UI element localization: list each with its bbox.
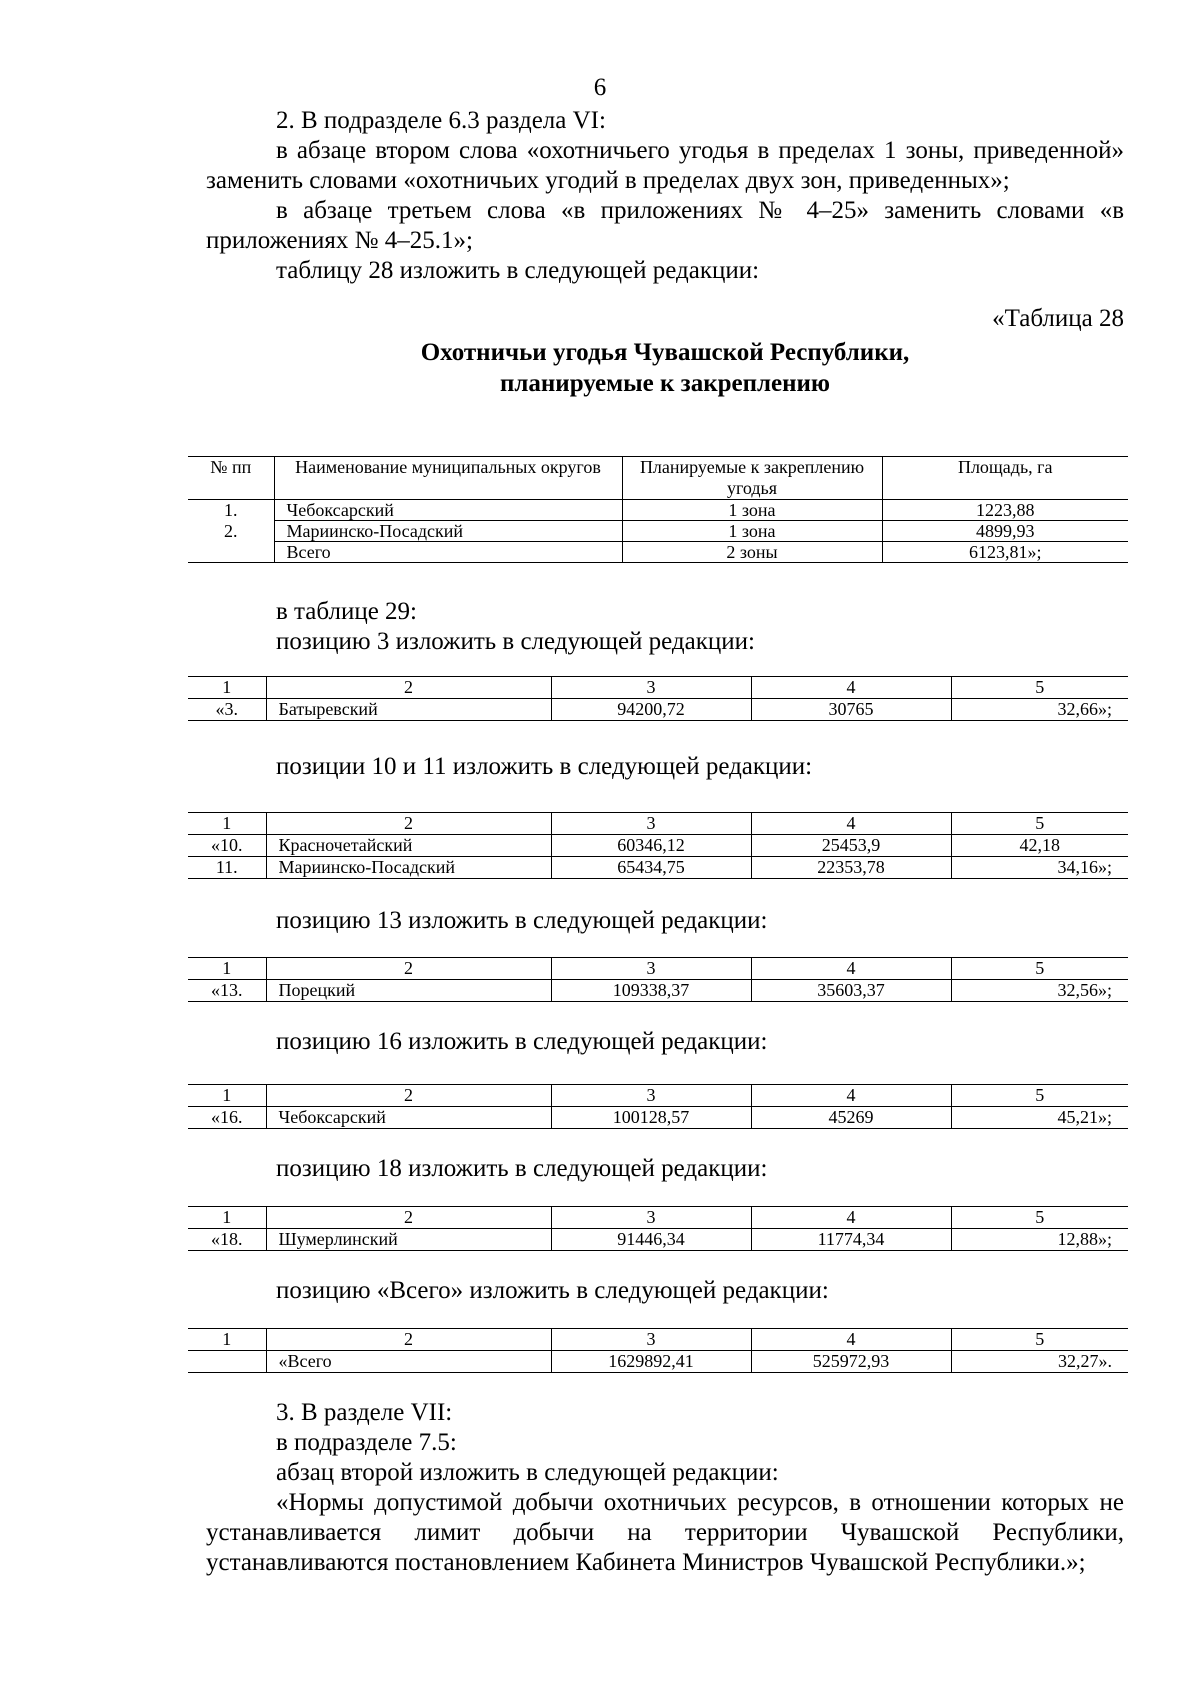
col-header-zones: Планируемые к закреплению угодья — [622, 457, 882, 500]
cell-value: 34,16»; — [951, 857, 1128, 879]
col-number: 2 — [266, 813, 551, 835]
table28-title-line1: Охотничьи угодья Чувашской Республики, — [420, 339, 910, 366]
column-numbers-row — [188, 1085, 1128, 1107]
cell-num: «18. — [188, 1229, 266, 1251]
col-number: 3 — [551, 1085, 751, 1107]
cell-name: Всего — [274, 542, 622, 563]
table-row — [188, 835, 1128, 857]
col-number: 2 — [266, 1207, 551, 1229]
cell-value: 11774,34 — [751, 1229, 951, 1251]
cell-num: «16. — [188, 1107, 266, 1129]
col-number: 2 — [266, 958, 551, 980]
cell-value: 91446,34 — [551, 1229, 751, 1251]
cell-num: 11. — [188, 857, 266, 879]
paragraph: позицию 18 изложить в следующей редакции: — [276, 1155, 768, 1182]
table-label: «Таблица 28 — [992, 305, 1124, 332]
col-number: 5 — [951, 677, 1128, 699]
cell-value: 32,56»; — [951, 980, 1128, 1002]
section29-intro-18 — [206, 1154, 1124, 1184]
column-numbers-row — [188, 813, 1128, 835]
paragraph: позицию 13 изложить в следующей редакции: — [276, 907, 768, 934]
cell-name: Мариинско-Посадский — [266, 857, 551, 879]
col-number: 3 — [551, 958, 751, 980]
col-header-district: Наименование муниципальных округов — [274, 457, 622, 500]
table29-pos10-11 — [188, 812, 1128, 879]
col-number: 5 — [951, 1207, 1128, 1229]
cell-zones: 1 зона — [622, 521, 882, 542]
cell-value: 32,66»; — [951, 699, 1128, 721]
column-numbers-row — [188, 1207, 1128, 1229]
table-row — [188, 542, 1128, 563]
table-row — [188, 500, 1128, 521]
column-numbers-row — [188, 1329, 1128, 1351]
cell-value: 35603,37 — [751, 980, 951, 1002]
paragraph: в подразделе 7.5: — [276, 1429, 457, 1456]
cell-value: 45,21»; — [951, 1107, 1128, 1129]
table-row — [188, 1107, 1128, 1129]
cell-value: 45269 — [751, 1107, 951, 1129]
paragraph: 3. В разделе VII: — [276, 1399, 453, 1426]
col-number: 3 — [551, 1207, 751, 1229]
col-number: 1 — [188, 1329, 266, 1351]
cell-area: 4899,93 — [882, 521, 1128, 542]
cell-name: Чебоксарский — [274, 500, 622, 521]
table28-title-line2: планируемые к закреплению — [499, 370, 831, 397]
col-number: 4 — [751, 1207, 951, 1229]
paragraph: позицию 16 изложить в следующей редакции: — [276, 1028, 768, 1055]
cell-value: 109338,37 — [551, 980, 751, 1002]
cell-name: Чебоксарский — [266, 1107, 551, 1129]
col-number: 3 — [551, 677, 751, 699]
cell-num: «3. — [188, 699, 266, 721]
col-number: 2 — [266, 1085, 551, 1107]
cell-zones: 2 зоны — [622, 542, 882, 563]
cell-num: «13. — [188, 980, 266, 1002]
col-number: 5 — [951, 958, 1128, 980]
cell-num — [188, 1351, 266, 1373]
col-number: 1 — [188, 1207, 266, 1229]
paragraph: в таблице 29: — [276, 598, 418, 625]
col-number: 1 — [188, 958, 266, 980]
col-number: 2 — [266, 1329, 551, 1351]
table-row — [188, 857, 1128, 879]
cell-name: Шумерлинский — [266, 1229, 551, 1251]
table29-pos18 — [188, 1206, 1128, 1251]
paragraph: позицию 3 изложить в следующей редакции: — [276, 628, 755, 655]
col-number: 5 — [951, 1085, 1128, 1107]
cell-name: Красночетайский — [266, 835, 551, 857]
table-row — [188, 1229, 1128, 1251]
table-row — [188, 521, 1128, 542]
col-number: 5 — [951, 1329, 1128, 1351]
table29-pos16 — [188, 1084, 1128, 1129]
col-number: 2 — [266, 677, 551, 699]
cell-num — [188, 542, 274, 563]
table-header-row — [188, 457, 1128, 500]
cell-value: 12,88»; — [951, 1229, 1128, 1251]
paragraph: в абзаце втором слова «охотничьего угодья в пределах 1 зоны, приведенной» заменить словами «охотничьих угодий в пределах двух зон, приведенных»; — [206, 137, 1124, 194]
page-number: 6 — [593, 74, 607, 101]
cell-value: 22353,78 — [751, 857, 951, 879]
cell-name: Порецкий — [266, 980, 551, 1002]
table29-total — [188, 1328, 1128, 1373]
table-row — [188, 980, 1128, 1002]
col-number: 4 — [751, 677, 951, 699]
table28-title — [206, 337, 1124, 399]
cell-value: 42,18 — [951, 835, 1128, 857]
section7-block — [206, 1398, 1124, 1578]
col-number: 1 — [188, 813, 266, 835]
paragraph: «Нормы допустимой добычи охотничьих ресурсов, в отношении которых не устанавливается лимит добычи на территории Чувашской Республики, устанавливаются постановлением Кабинета Министров Чувашской Республики.»; — [206, 1489, 1124, 1576]
paragraph: 2. В подразделе 6.3 раздела VI: — [276, 107, 606, 134]
column-numbers-row — [188, 677, 1128, 699]
section29-intro-10-11 — [206, 752, 1124, 782]
col-number: 3 — [551, 813, 751, 835]
cell-name: Мариинско-Посадский — [274, 521, 622, 542]
paragraph: в абзаце третьем слова «в приложениях № 4–25» заменить словами «в приложениях № 4–25.1»; — [206, 197, 1124, 254]
cell-name: Батыревский — [266, 699, 551, 721]
col-number: 3 — [551, 1329, 751, 1351]
col-number: 1 — [188, 677, 266, 699]
cell-area: 6123,81»; — [882, 542, 1128, 563]
cell-value: 1629892,41 — [551, 1351, 751, 1373]
cell-value: 525972,93 — [751, 1351, 951, 1373]
cell-value: 32,27». — [951, 1351, 1128, 1373]
col-header-num: № пп — [188, 457, 274, 500]
col-number: 4 — [751, 958, 951, 980]
cell-value: 30765 — [751, 699, 951, 721]
table-row — [188, 1351, 1128, 1373]
cell-zones: 1 зона — [622, 500, 882, 521]
cell-area: 1223,88 — [882, 500, 1128, 521]
col-number: 4 — [751, 1085, 951, 1107]
col-header-area: Площадь, га — [882, 457, 1128, 500]
paragraph: абзац второй изложить в следующей редакции: — [276, 1459, 779, 1486]
col-number: 1 — [188, 1085, 266, 1107]
cell-num: 1. — [188, 500, 274, 521]
cell-value: 25453,9 — [751, 835, 951, 857]
col-number: 4 — [751, 1329, 951, 1351]
col-number: 5 — [951, 813, 1128, 835]
col-number: 4 — [751, 813, 951, 835]
cell-name: «Всего — [266, 1351, 551, 1373]
cell-value: 94200,72 — [551, 699, 751, 721]
paragraph: позицию «Всего» изложить в следующей редакции: — [276, 1277, 829, 1304]
cell-value: 60346,12 — [551, 835, 751, 857]
table28 — [188, 456, 1128, 563]
paragraph: таблицу 28 изложить в следующей редакции: — [276, 257, 760, 284]
intro-block — [206, 106, 1124, 334]
cell-num: «10. — [188, 835, 266, 857]
table29-pos3 — [188, 676, 1128, 721]
table29-pos13 — [188, 957, 1128, 1002]
cell-value: 100128,57 — [551, 1107, 751, 1129]
table-row — [188, 699, 1128, 721]
section29-intro — [206, 597, 1124, 657]
paragraph: позиции 10 и 11 изложить в следующей редакции: — [276, 753, 813, 780]
section29-intro-16 — [206, 1027, 1124, 1057]
cell-num: 2. — [188, 521, 274, 542]
cell-value: 65434,75 — [551, 857, 751, 879]
column-numbers-row — [188, 958, 1128, 980]
section29-intro-total — [206, 1276, 1124, 1306]
section29-intro-13 — [206, 906, 1124, 936]
